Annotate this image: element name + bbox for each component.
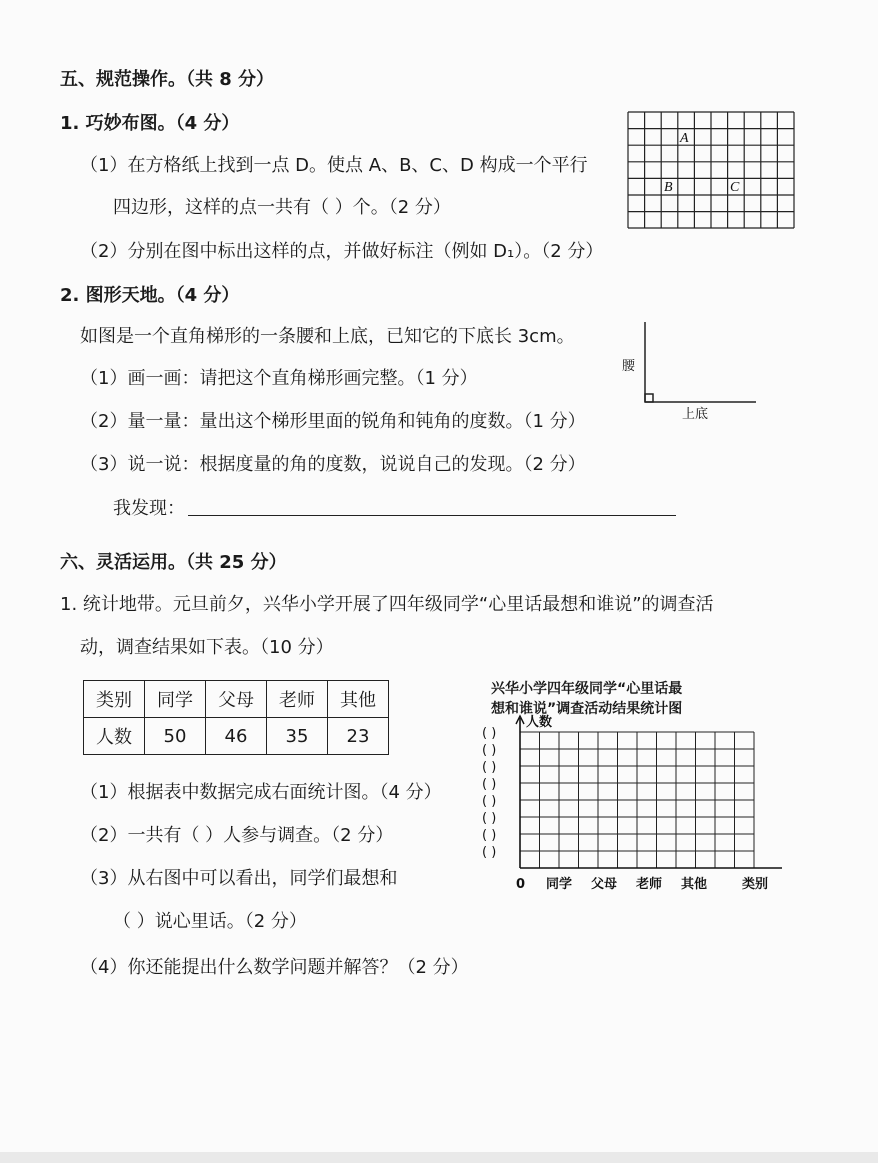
- table-cell: 35: [267, 718, 328, 755]
- grid-label-c: C: [730, 180, 740, 195]
- table-cell: 类别: [84, 681, 145, 718]
- y-tick-blank: ( ): [482, 777, 497, 792]
- x-axis-label: 类别: [742, 877, 769, 892]
- q1-part2: （2）分别在图中标出这样的点，并做好标注（例如 D₁）。（2 分）: [80, 241, 604, 262]
- page-bottom-edge: [0, 1152, 878, 1163]
- discovery-label: 我发现：: [113, 498, 185, 519]
- x-tick-label: 同学: [546, 877, 573, 892]
- chart-title-line1: 兴华小学四年级同学“心里话最: [491, 681, 683, 697]
- table-cell: 23: [328, 718, 389, 755]
- s6-q1-line2: 动，调查结果如下表。（10 分）: [80, 637, 334, 658]
- y-tick-blank: ( ): [482, 811, 497, 826]
- y-tick-blank: ( ): [482, 828, 497, 843]
- fig-leg-label: 腰: [622, 359, 636, 374]
- x-tick-label: 其他: [681, 877, 708, 892]
- table-cell: 老师: [267, 681, 328, 718]
- s6-q1-line1: 1. 统计地带。元旦前夕，兴华小学开展了四年级同学“心里话最想和谁说”的调查活: [60, 594, 714, 615]
- s6-q1-part2: （2）一共有（ ）人参与调查。（2 分）: [80, 825, 394, 846]
- survey-table: [83, 680, 389, 755]
- table-cell: 同学: [145, 681, 206, 718]
- discovery-answer-line[interactable]: [188, 515, 676, 516]
- y-tick-blank: ( ): [482, 845, 497, 860]
- bar-chart[interactable]: [478, 715, 788, 897]
- table-cell: 46: [206, 718, 267, 755]
- s6-q1-part3-line2: （ ）说心里话。（2 分）: [113, 911, 307, 932]
- origin-label: 0: [516, 877, 526, 892]
- x-tick-label: 老师: [636, 877, 663, 892]
- section6-title: 六、灵活运用。（共 25 分）: [60, 552, 287, 573]
- table-cell: 人数: [84, 718, 145, 755]
- grid-label-a: A: [680, 131, 689, 146]
- q1-title: 1. 巧妙布图。（4 分）: [60, 113, 240, 134]
- y-tick-blank: ( ): [482, 743, 497, 758]
- s6-q1-part3-line1: （3）从右图中可以看出，同学们最想和: [80, 868, 398, 889]
- table-row: [84, 718, 389, 755]
- table-cell: 50: [145, 718, 206, 755]
- q2-part3: （3）说一说：根据度量的角的度数，说说自己的发现。（2 分）: [80, 454, 586, 475]
- s6-q1-part1: （1）根据表中数据完成右面统计图。（4 分）: [80, 782, 442, 803]
- q2-part2: （2）量一量：量出这个梯形里面的锐角和钝角的度数。（1 分）: [80, 411, 586, 432]
- chart-title-line2: 想和谁说”调查活动结果统计图: [491, 701, 683, 717]
- q1-part1-line2: 四边形，这样的点一共有（ ）个。（2 分）: [113, 197, 451, 218]
- x-tick-label: 父母: [591, 877, 618, 892]
- s6-q1-part4: （4）你还能提出什么数学问题并解答？（2 分）: [80, 957, 469, 978]
- q2-intro: 如图是一个直角梯形的一条腰和上底，已知它的下底长 3cm。: [80, 326, 575, 347]
- table-header-row: [84, 681, 389, 718]
- q1-part1-line1: （1）在方格纸上找到一点 D。使点 A、B、C、D 构成一个平行: [80, 155, 588, 176]
- section5-title: 五、规范操作。（共 8 分）: [60, 69, 275, 90]
- table-cell: 其他: [328, 681, 389, 718]
- q2-part1: （1）画一画：请把这个直角梯形画完整。（1 分）: [80, 368, 478, 389]
- y-tick-blank: ( ): [482, 726, 497, 741]
- grid-paper[interactable]: [628, 112, 796, 230]
- y-tick-blank: ( ): [482, 794, 497, 809]
- y-axis-label: 人数: [526, 715, 553, 730]
- table-cell: 父母: [206, 681, 267, 718]
- q2-title: 2. 图形天地。（4 分）: [60, 285, 240, 306]
- grid-label-b: B: [664, 180, 673, 195]
- fig-base-label: 上底: [682, 407, 709, 422]
- y-tick-blank: ( ): [482, 760, 497, 775]
- trapezoid-figure[interactable]: [620, 320, 760, 430]
